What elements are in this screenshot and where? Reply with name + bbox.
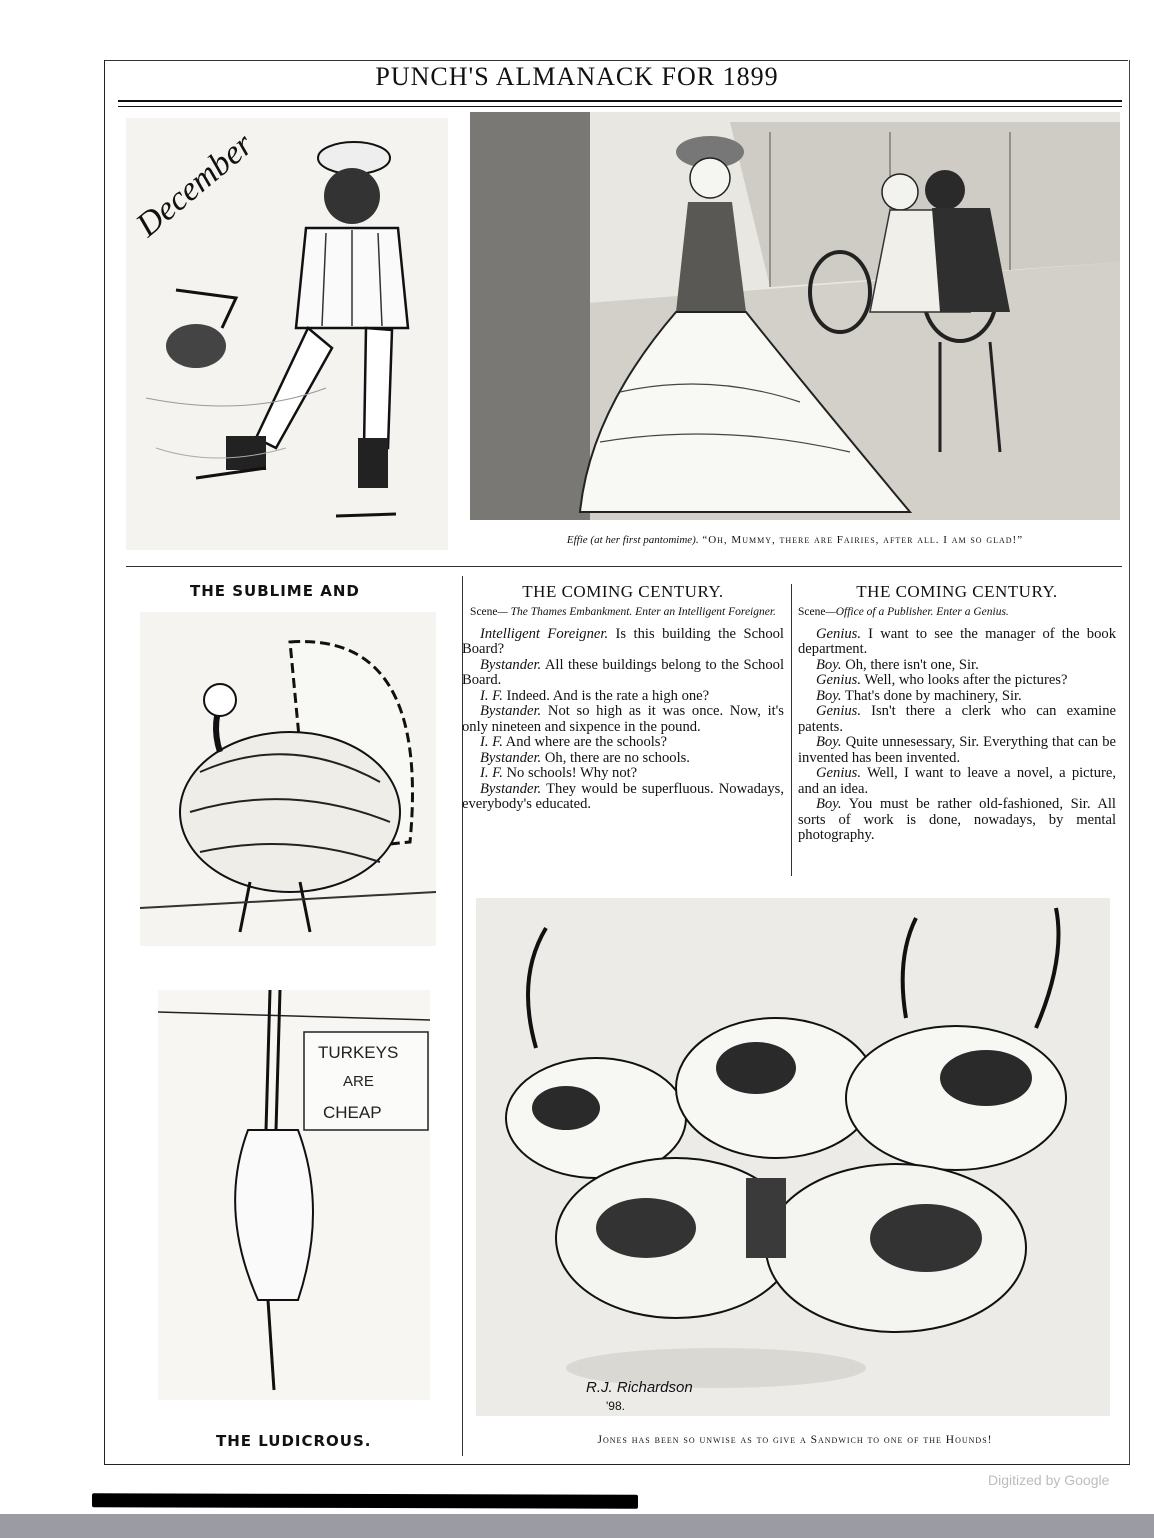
article-line: Genius. Isn't there a clerk who can examine patents.	[798, 703, 1116, 735]
pantomime-caption-text: “Oh, Mummy, there are Fairies, after all. I am so glad!”	[702, 534, 1024, 546]
article-left-scene	[462, 606, 784, 619]
hounds-illustration	[476, 898, 1110, 1416]
article-right-scene-label: Scene	[798, 605, 826, 618]
article-line: Genius. I want to see the manager of the book department.	[798, 625, 1116, 657]
pantomime-caption-speaker: Effie (at her first pantomime).	[566, 534, 699, 546]
header-rule-thick	[118, 100, 1122, 102]
article-line: Genius. Well, I want to leave a novel, a picture, and an idea.	[798, 765, 1116, 797]
hanging-turkey-illustration	[158, 990, 430, 1400]
article-line: I. F. No schools! Why not?	[480, 765, 638, 781]
hounds-signature: R.J. Richardson	[586, 1379, 693, 1396]
article-line: I. F. Indeed. And is the rate a high one?	[480, 687, 710, 704]
december-label: December	[129, 125, 261, 245]
article-right-title: THE COMING CENTURY.	[856, 582, 1058, 601]
article-line: Bystander. They would be superfluous. Nowadays, everybody's educated.	[462, 780, 784, 812]
pantomime-illustration	[470, 112, 1120, 520]
article-publisher-office	[798, 584, 1116, 844]
scan-shadow-bar	[92, 1493, 638, 1508]
article-line: Boy. Oh, there isn't one, Sir.	[816, 656, 979, 673]
article-line: Bystander. Not so high as it was once. Now, it's only nineteen and sixpence in the pound.	[462, 703, 784, 735]
article-line: I. F. And where are the schools?	[480, 734, 667, 750]
section-divider-upper	[126, 566, 1122, 567]
google-watermark: Digitized by Google	[988, 1472, 1110, 1488]
turkey-sign-line2: ARE	[343, 1073, 374, 1090]
pantomime-caption	[500, 534, 1090, 546]
december-skater-illustration	[126, 118, 448, 550]
column-divider-articles	[791, 584, 792, 876]
turkey-illustration	[140, 612, 436, 946]
turkey-sign-line1: TURKEYS	[318, 1043, 399, 1062]
article-line: Bystander. Oh, there are no schools.	[480, 749, 690, 766]
sublime-heading: THE SUBLIME AND	[190, 582, 360, 600]
article-left-scene-text: — The Thames Embankment. Enter an Intelligent Foreigner.	[497, 605, 776, 618]
article-line: Boy. That's done by machinery, Sir.	[816, 687, 1022, 704]
article-line: Bystander. All these buildings belong to the School Board.	[462, 656, 784, 688]
article-line: Boy. Quite unnesessary, Sir. Everything that can be invented has been invented.	[798, 734, 1116, 766]
hounds-signature-year: '98.	[606, 1399, 625, 1413]
article-line: Boy. You must be rather old-fashioned, Sir. All sorts of work is done, nowadays, by mental photography.	[798, 796, 1116, 843]
article-right-scene	[798, 606, 1116, 619]
page-title: PUNCH'S ALMANACK FOR 1899	[375, 62, 779, 91]
hounds-caption: Jones has been so unwise as to give a Sandwich to one of the Hounds!	[597, 1434, 993, 1446]
article-line: Intelligent Foreigner. Is this building the School Board?	[462, 625, 784, 657]
turkey-sign-line3: CHEAP	[323, 1103, 382, 1122]
ludicrous-heading: THE LUDICROUS.	[216, 1432, 372, 1450]
article-left-title: THE COMING CENTURY.	[522, 582, 724, 601]
viewer-bottom-strip	[0, 1514, 1154, 1538]
article-right-scene-text: —Office of a Publisher. Enter a Genius.	[825, 605, 1009, 618]
article-left-scene-label: Scene	[470, 605, 498, 618]
header-rule-thin	[118, 106, 1122, 107]
article-line: Genius. Well, who looks after the pictures?	[816, 672, 1068, 688]
article-thames-embankment	[462, 584, 784, 813]
